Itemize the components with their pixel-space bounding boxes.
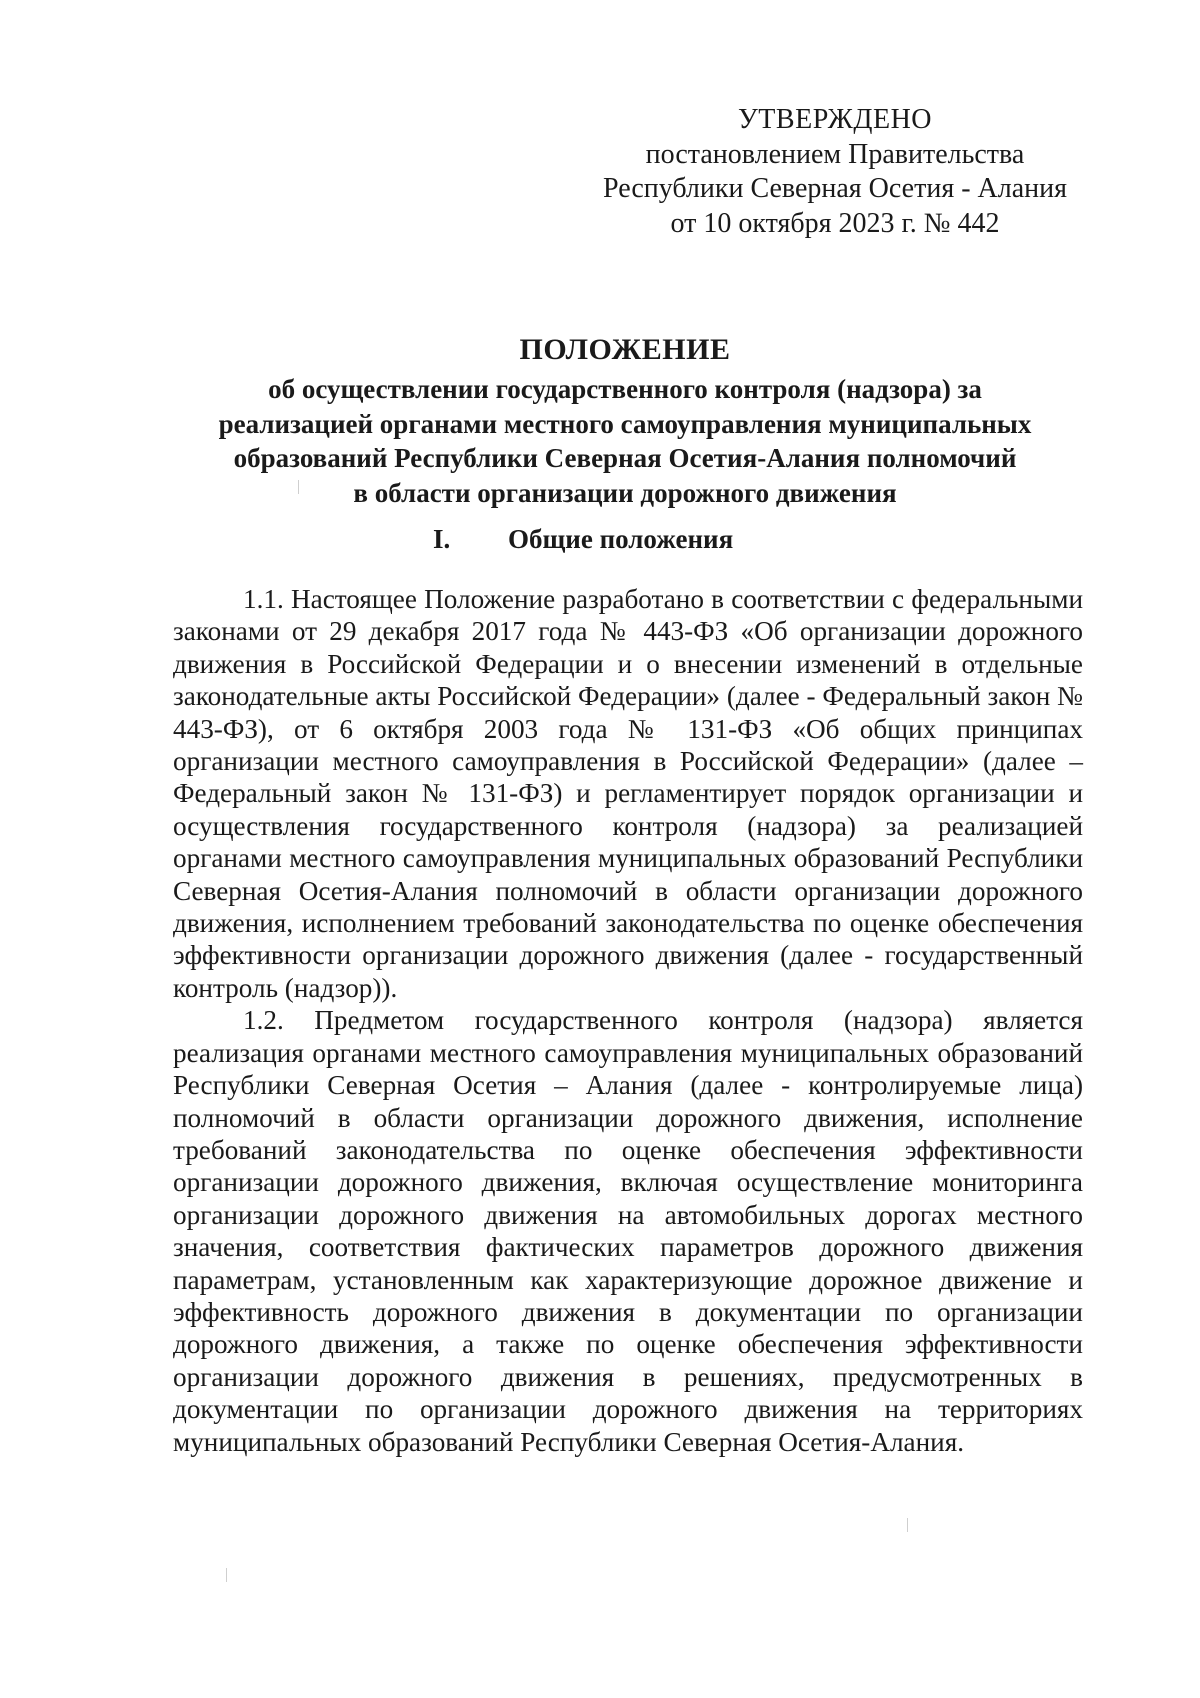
scan-artifact xyxy=(907,1518,908,1532)
subtitle-line-4: в области организации дорожного движения xyxy=(353,477,897,508)
scan-artifact xyxy=(226,1568,227,1582)
approval-line-2: Республики Северная Осетия - Алания xyxy=(603,173,1067,204)
document-subtitle xyxy=(150,372,1100,510)
subtitle-line-1: об осуществлении государственного контроля (надзора) за xyxy=(268,374,982,404)
paragraph-1-1: 1.1. Настоящее Положение разработано в соответствии с федеральными законами от 29 декабря 2017 года № 443-ФЗ «Об организации дорожного движения в Российской Федерации и о внесении изменений в отдельные законодательные акты Российской Федерации» (далее - Федеральный закон № 443-ФЗ), от 6 октября 2003 года № 131-ФЗ «Об общих принципах организации местного самоуправления в Российской Федерации» (далее – Федеральный закон № 131-ФЗ) и регламентирует порядок организации и осуществления государственного контроля (надзора) за реализацией органами местного самоуправления муниципальных образований Республики Северная Осетия-Алания полномочий в области организации дорожного движения, исполнением требований законодательства по оценке обеспечения эффективности организации дорожного движения (далее - государственный контроль (надзор)). xyxy=(173,584,1083,1003)
document-body xyxy=(173,583,1083,1458)
document-title: ПОЛОЖЕНИЕ xyxy=(519,333,731,366)
document-header xyxy=(150,332,1100,510)
subtitle-line-3: образований Республики Северная Осетия-Алания полномочий xyxy=(233,443,1017,473)
approval-line-3: от 10 октября 2023 г. № 442 xyxy=(670,207,1000,239)
approval-title: УТВЕРЖДЕНО xyxy=(737,104,933,135)
approval-stamp xyxy=(600,103,1070,241)
subtitle-line-2: реализацией органами местного самоуправления муниципальных xyxy=(218,408,1032,439)
approval-line-1: постановлением Правительства xyxy=(645,138,1025,170)
scan-artifact xyxy=(298,480,299,494)
paragraph-1-2: 1.2. Предметом государственного контроля (надзора) является реализация органами местного самоуправления муниципальных образований Республики Северная Осетия – Алания (далее - контролируемые лица) полномочий в области организации дорожного движения, исполнение требований законодательства по оценке обеспечения эффективности организации дорожного движения, включая осуществление мониторинга организации дорожного движения на автомобильных дорогах местного значения, соответствия фактических параметров дорожного движения параметрам, установленным как характеризующие дорожное движение и эффективность дорожного движения в документации по организации дорожного движения, а также по оценке обеспечения эффективности организации дорожного движения в решениях, предусмотренных в документации по организации дорожного движения на территориях муниципальных образований Республики Северная Осетия-Алания. xyxy=(173,1005,1083,1457)
section-number: I. xyxy=(433,524,451,554)
section-title: Общие положения xyxy=(508,524,734,554)
